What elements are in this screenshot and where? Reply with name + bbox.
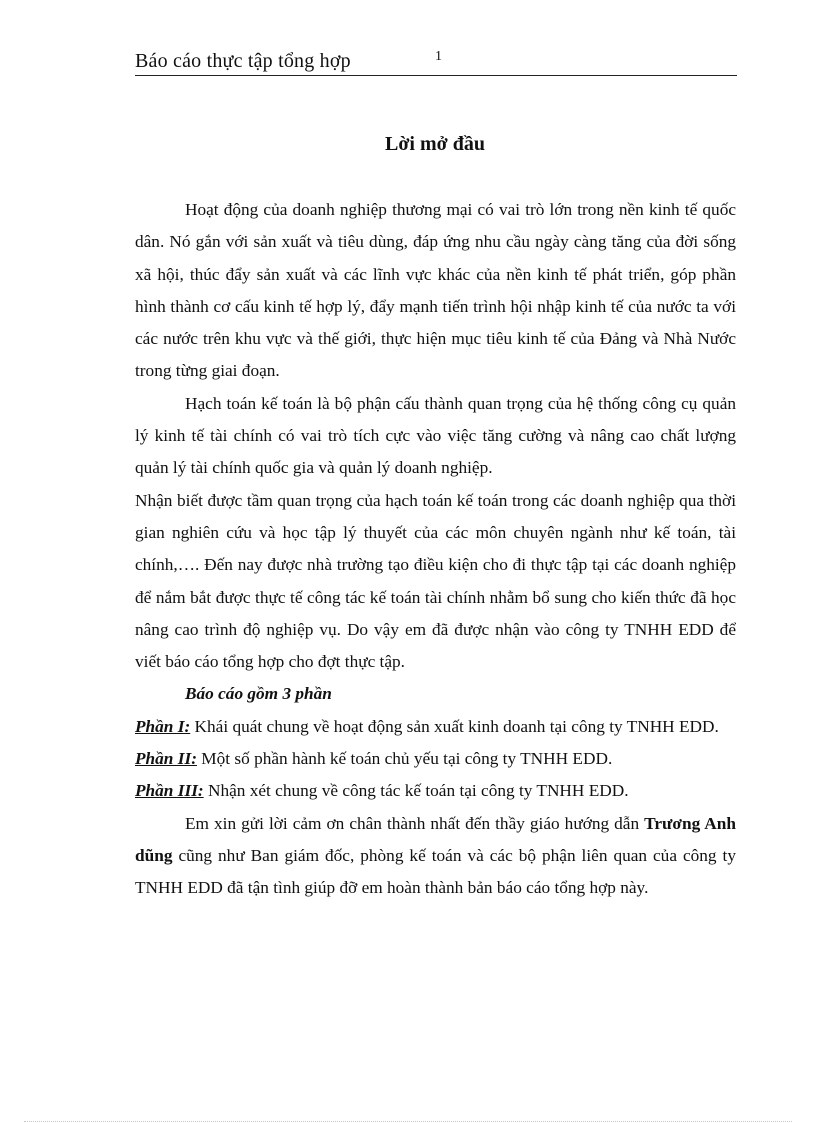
acknowledgement-text-start: Em xin gửi lời cảm ơn chân thành nhất đến thầy giáo hướng dẫn — [185, 813, 645, 833]
page-number: 1 — [435, 49, 442, 64]
part-1-text: Khái quát chung về hoạt động sản xuất kinh doanh tại công ty TNHH EDD. — [190, 716, 719, 736]
accounting-paragraph: Hạch toán kế toán là bộ phận cấu thành quan trọng của hệ thống công cụ quản lý kinh tế tài chính có vai trò tích cực vào việc tăng cường và nâng cao chất lượng quản lý tài chính quốc gia và quản lý doanh nghiệp. — [135, 393, 736, 478]
header-title: Báo cáo thực tập tổng hợp — [135, 50, 351, 72]
page-bottom-divider — [24, 1121, 792, 1122]
part-3-item — [135, 775, 736, 807]
part-1-item — [135, 711, 736, 743]
advisor-name: Trương Anh dũng — [135, 813, 736, 865]
document-body — [135, 194, 736, 905]
internship-paragraph: Nhận biết được tầm quan trọng của hạch toán kế toán trong các doanh nghiệp qua thời gian nghiên cứu và học tập lý thuyết của các môn chuyên ngành như kế toán, tài chính,…. Đến nay được nhà trường tạo điều kiện cho đi thực tập tại các doanh nghiệp để nắm bắt được thực tế công tác kế toán tài chính nhằm bổ sung cho kiến thức đã học nâng cao trình độ nghiệp vụ. Do vậy em đã được nhận vào công ty TNHH EDD để viết báo cáo tổng hợp cho đợt thực tập. — [135, 490, 736, 672]
acknowledgement-paragraph — [135, 808, 736, 905]
part-2-label: Phần II: — [135, 749, 197, 769]
part-3-text: Nhận xét chung về công tác kế toán tại công ty TNHH EDD. — [203, 781, 629, 801]
intro-paragraph: Hoạt động của doanh nghiệp thương mại có vai trò lớn trong nền kinh tế quốc dân. Nó gắn với sản xuất và tiêu dùng, đáp ứng nhu cầu ngày càng tăng của đời sống xã hội, thúc đẩy sản xuất và các lĩnh vực khác của nền kinh tế phát triển, góp phần hình thành cơ cấu kinh tế hợp lý, đẩy mạnh tiến trình hội nhập kinh tế của nước ta với các nước trên khu vực và thế giới, thực hiện mục tiêu kinh tế của Đảng và Nhà Nước trong từng giai đoạn. — [135, 200, 736, 381]
document-title: Lời mở đầu — [385, 133, 485, 155]
report-structure-heading: Báo cáo gồm 3 phần — [185, 684, 332, 704]
acknowledgement-text-end: cũng như Ban giám đốc, phòng kế toán và các bộ phận liên quan của công ty TNHH EDD đã tận tình giúp đỡ em hoàn thành bản báo cáo tổng hợp này. — [135, 845, 736, 898]
part-3-label: Phần III: — [135, 781, 204, 801]
part-1-label: Phần I: — [135, 716, 191, 736]
page-header — [135, 48, 737, 76]
part-2-text: Một số phần hành kế toán chủ yếu tại công ty TNHH EDD. — [196, 749, 613, 769]
part-2-item — [135, 743, 736, 775]
